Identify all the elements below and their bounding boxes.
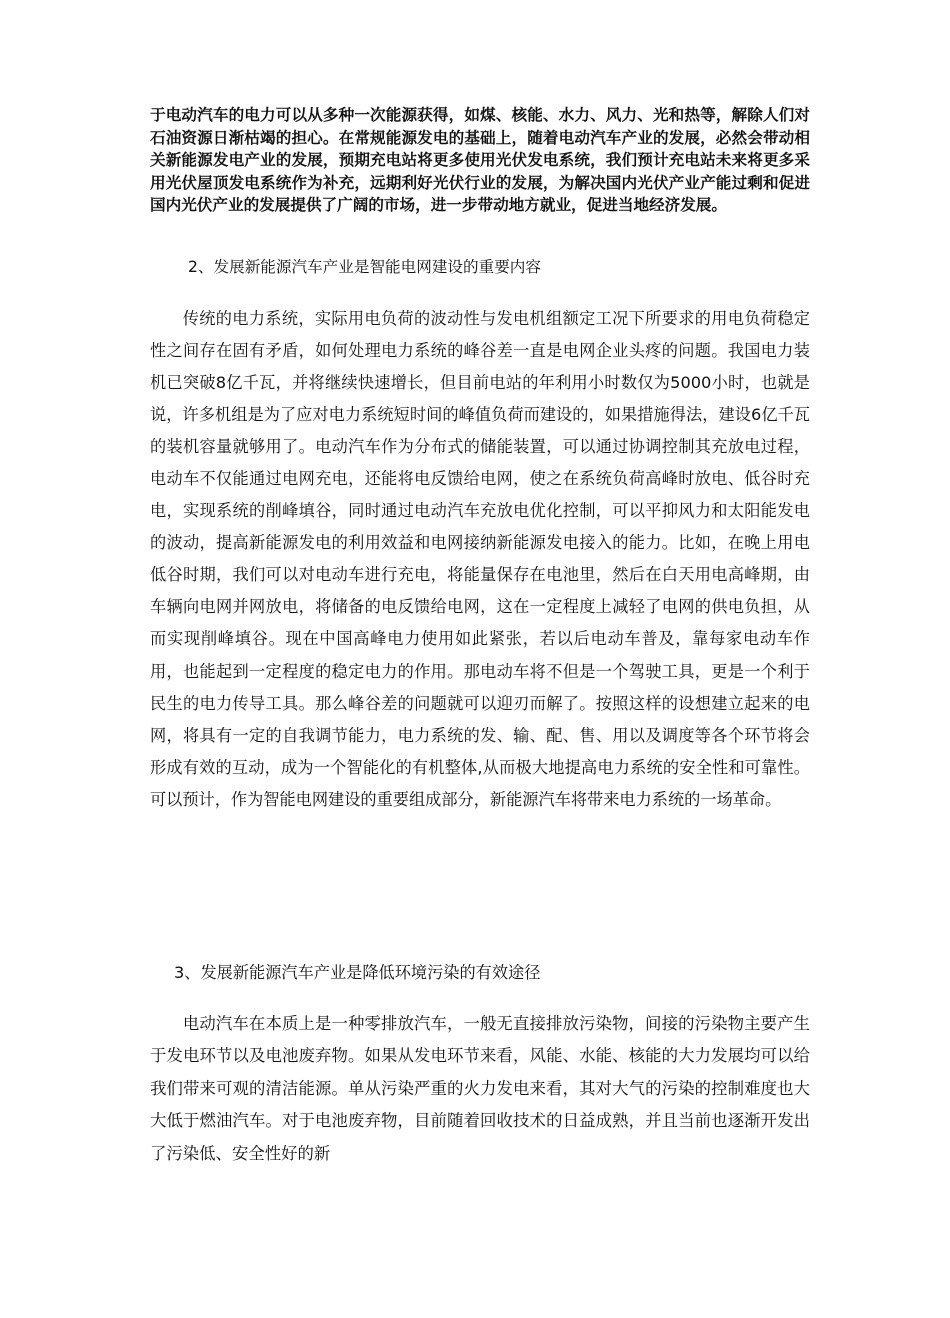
paragraph-intro: 于电动汽车的电力可以从多种一次能源获得，如煤、核能、水力、风力、光和热等，解除人们对石油资源日渐枯竭的担心。在常规能源发电的基础上，随着电动汽车产业的发展，必然会带动相关新能源发电产业的发展，预期充电站将更多使用光伏发电系统，我们预计充电站未来将更多采用光伏屋顶发电系统作为补充，远期利好光伏行业的发展，为解决国内光伏产业产能过剩和促进国内光伏产业的发展提供了广阔的市场，进一步带动地方就业，促进当地经济发展。: [150, 106, 810, 215]
paragraph-section-3-text: 电动汽车在本质上是一种零排放汽车，一般无直接排放污染物，间接的污染物主要产生于发电环节以及电池废弃物。如果从发电环节来看，风能、水能、核能的大力发展均可以给我们带来可观的清洁能源。单从污染严重的火力发电来看，其对大气的污染的控制难度也大大低于燃油汽车。对于电池废弃物，目前随着回收技术的日益成熟，并且当前也逐渐开发出了污染低、安全性好的新: [150, 1014, 810, 1163]
paragraph-section-2-text: 传统的电力系统，实际用电负荷的波动性与发电机组额定工况下所要求的用电负荷稳定性之间存在固有矛盾，如何处理电力系统的峰谷差一直是电网企业头疼的问题。我国电力装机已突破8亿千瓦，并将继续快速增长，但目前电站的年利用小时数仅为5000小时，也就是说，许多机组是为了应对电力系统短时间的峰值负荷而建设的，如果措施得法，建设6亿千瓦的装机容量就够用了。电动汽车作为分布式的储能装置，可以通过协调控制其充放电过程，电动车不仅能通过电网充电，还能将电反馈给电网，使之在系统负荷高峰时放电、低谷时充电，实现系统的削峰填谷，同时通过电动汽车充放电优化控制，可以平抑风力和太阳能发电的波动，提高新能源发电的利用效益和电网接纳新能源发电接入的能力。比如，在晚上用电低谷时期，我们可以对电动车进行充电，将能量保存在电池里，然后在白天用电高峰期，由车辆向电网并网放电，将储备的电反馈给电网，这在一定程度上减轻了电网的供电负担，从而实现削峰填谷。现在中国高峰电力使用如此紧张，若以后电动车普及，靠每家电动车作用，也能起到一定程度的稳定电力的作用。那电动车将不但是一个驾驶工具，更是一个利于民生的电力传导工具。那么峰谷差的问题就可以迎刃而解了。按照这样的设想建立起来的电网，将具有一定的自我调节能力，电力系统的发、输、配、售、用以及调度等各个环节将会形成有效的互动，成为一个智能化的有机整体,从而极大地提高电力系统的安全性和可靠性。可以预计，作为智能电网建设的重要组成部分，新能源汽车将带来电力系统的一场革命。: [150, 309, 810, 809]
paragraph-section-2: [150, 303, 810, 816]
paragraph-section-3: [150, 1008, 810, 1170]
section-heading-3: 3、发展新能源汽车产业是降低环境污染的有效途径: [174, 963, 541, 982]
section-heading-2: 2、发展新能源汽车产业是智能电网建设的重要内容: [188, 258, 541, 276]
